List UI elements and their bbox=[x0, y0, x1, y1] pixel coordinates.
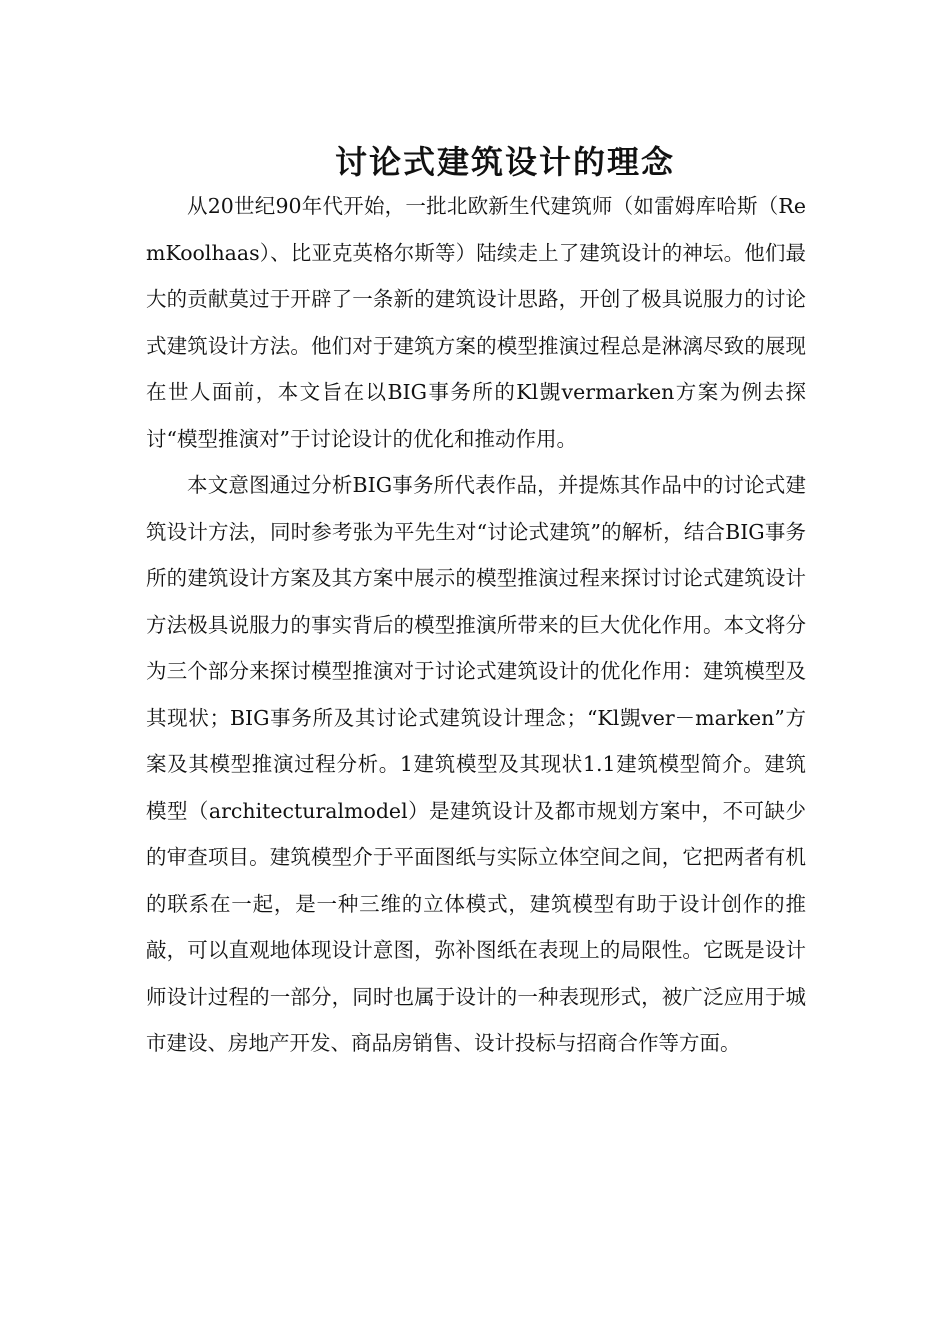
paragraph-intro: 从20世纪90年代开始，一批北欧新生代建筑师（如雷姆库哈斯（RemKoolhaas）、比亚克英格尔斯等）陆续走上了建筑设计的神坛。他们最大的贡献莫过于开辟了一条新的建筑设计思路，开创了极具说服力的讨论式建筑设计方法。他们对于建筑方案的模型推演过程总是淋漓尽致的展现在世人面前，本文旨在以BIG事务所的Kl覬vermarken方案为例去探讨“模型推演对”于讨论设计的优化和推动作用。 bbox=[146, 194, 806, 451]
paragraph-method: 本文意图通过分析BIG事务所代表作品，并提炼其作品中的讨论式建筑设计方法，同时参考张为平先生对“讨论式建筑”的解析，结合BIG事务所的建筑设计方案及其方案中展示的模型推演过程来探讨讨论式建筑设计方法极具说服力的事实背后的模型推演所带来的巨大优化作用。本文将分为三个部分来探讨模型推演对于讨论式建筑设计的优化作用：建筑模型及其现状；BIG事务所及其讨论式建筑设计理念；“Kl覬ver－marken”方案及其模型推演过程分析。1建筑模型及其现状1.1建筑模型简介。建筑模型（architecturalmodel）是建筑设计及都市规划方案中，不可缺少的审查项目。建筑模型介于平面图纸与实际立体空间之间，它把两者有机的联系在一起，是一种三维的立体模式，建筑模型有助于设计创作的推敲，可以直观地体现设计意图，弥补图纸在表现上的局限性。它既是设计师设计过程的一部分，同时也属于设计的一种表现形式，被广泛应用于城市建设、房地产开发、商品房销售、设计投标与招商合作等方面。 bbox=[146, 473, 806, 1055]
document-body bbox=[146, 183, 806, 1067]
page-title: 讨论式建筑设计的理念 bbox=[334, 143, 675, 182]
